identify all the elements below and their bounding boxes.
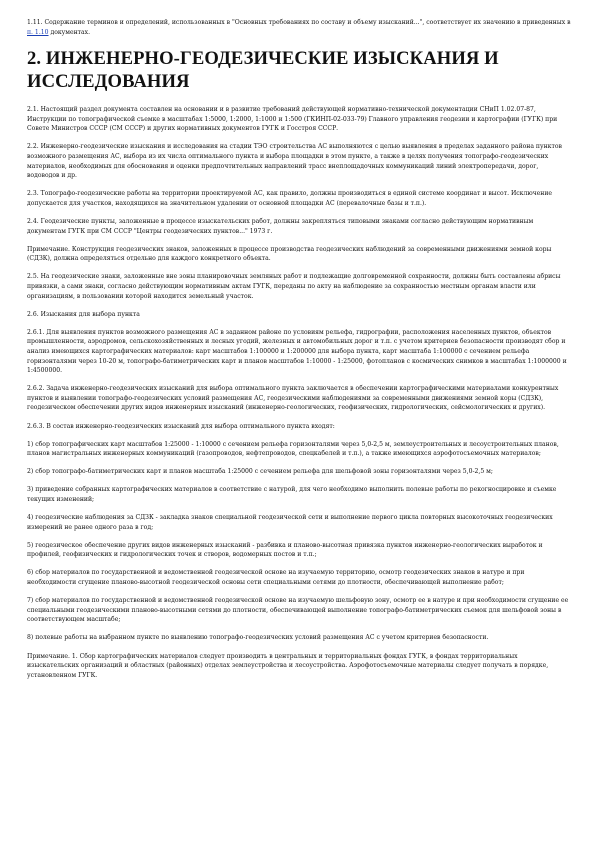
paragraph-2-2: 2.2. Инженерно-геодезические изыскания и исследования на стадии ТЭО строительства АС выполняются с целью выявления в пределах заданного района пунктов возможного размещения АС, выбора из их числа оптимального пункта и выбора площадки в этом пункте, а также в целях получения топографо-геодезических материалов, необходимых для обоснования и оценки предпочтительных направлений трасс внеплощадочных коммуникаций линий электропередачи, дорог, водоводов и др. <box>27 143 562 180</box>
list-item-2: 2) сбор топографо-батиметрических карт и планов масштаба 1:25000 с сечением рельефа для шельфовой зоны горизонталями через 5,0-2,5 м; <box>27 468 493 476</box>
paragraph-2-6-1: 2.6.1. Для выявления пунктов возможного размещения АС в заданном районе по условиям рельефа, гидрографии, расположения населенных пунктов, объектов промышленности, аэродромов, сельскохозяйственных и лесных угодий, железных и автомобильных дорог и т.п. с учетом критериев безопасности производят сбор и анализ имеющихся картографических материалов: карт масштабов 1:100000 и 1:200000 для выбора пункта, карт масштаба 1:100000 с сечением рельефа горизонталями через 10-20 м, топографо-батиметрических карт и планов масштабов 1:10000 - 1:25000, фотопланов с космических снимков в масштабах 1:1000000 и 1:4500000. <box>27 328 567 375</box>
list-item-7: 7) сбор материалов по государственной и ведомственной геодезической основе на изучаемую шельфовую зону, осмотр ее в натуре и при необходимости сгущение ее специальными геодезическими планово-высотными сетями до плотности, обеспечивающей выполнение топографо-батиметрических съемок для шельфовой зоны в соответствующем масштабе; <box>27 597 569 624</box>
paragraph-2-1: 2.1. Настоящий раздел документа составлен на основании и в развитие требований действующей нормативно-технической документации СНиП 1.02.07-87, Инструкции по топографической съемке в масштабах 1:5000, 1:2000, 1:1000 и 1:500 (ГКИНП-02-033-79) Главного управления геодезии и картографии (ГУГК) при Совете Министров СССР (СМ СССР) и других нормативных документов ГУГК и Госстроя СССР. <box>27 106 558 133</box>
clause-link[interactable]: п. 1.10 <box>27 28 49 36</box>
paragraph-2-6-3: 2.6.3. В состав инженерно-геодезических изысканий для выбора оптимального пункта входят: <box>27 422 335 430</box>
list-item-4: 4) геодезические наблюдения за СДЗК - закладка знаков специальной геодезической сети и выполнение первого цикла повторных высокоточных геодезических измерений не ранее одного раза в год; <box>27 514 553 531</box>
list-item-6: 6) сбор материалов по государственной и ведомственной геодезической основе на изучаемую территорию, осмотр геодезических знаков в натуре и при необходимости сгущение планово-высотной геодезической основы сети специальными сетями до плотности, обеспечивающей выполнение работ; <box>27 569 525 587</box>
list-item-8: 8) полевые работы на выбранном пункте по выявлению топографо-геодезических условий размещения АС с учетом критериев безопасности. <box>27 634 489 642</box>
intro-paragraph <box>27 18 571 37</box>
paragraph-2-4: 2.4. Геодезические пункты, заложенные в процессе изыскательских работ, должны закрепляться типовыми знаками согласно действующим нормативным документам ГУГК при СМ СССР "Центры геодезических пунктов..." 1973 г. <box>27 218 534 235</box>
paragraph-2-6-2: 2.6.2. Задача инженерно-геодезических изысканий для выбора оптимального пункта заключается в обеспечении картографическими материалами конкурентных пунктов и выявлении топографо-геодезических условий размещения АС, геодезическими наблюдениями за современными движениями земной коры (СДЗК), геодезическом обеспечении других видов инженерных изысканий (инженерно-геологических, геофизических, гидрологических, сейсмологических и других). <box>27 385 559 412</box>
intro-text: 1.11. Содержание терминов и определений, использованных в "Основных требованиях по составу и объему изысканий...", соответствует их значению в приведенных в <box>27 19 571 26</box>
list-item-1: 1) сбор топографических карт масштабов 1:25000 - 1:10000 с сечением рельефа горизонталями через 5,0-2,5 м, землеустроительных и лесоустроительных планов, планов магистральных инженерных коммуникаций (газопроводов, нефтепроводов, спецкабелей и т.п.), а также имеющихся аэрофотосъемочных материалов; <box>27 440 559 458</box>
paragraph-2-3: 2.3. Топографо-геодезические работы на территории проектируемой АС, как правило, должны производиться в единой системе координат и высот. Исключение допускается для участков, находящихся на значительном удалении от основной площадки АС (перевалочные базы и т.п.). <box>27 190 553 207</box>
note-paragraph: Примечание. Конструкция геодезических знаков, заложенных в процессе производства геодезических наблюдений за современными движениями земной коры (СДЗК), должна определяться отдельно для каждого конкретного объекта. <box>27 245 552 263</box>
paragraph-2-5: 2.5. На геодезические знаки, заложенные вне зоны планировочных земляных работ и подлежащие долговременной сохранности, должны быть составлены абрисы привязки, а сами знаки, согласно действующим нормативным актам ГУГК, переданы по акту на наблюдение за сохранностью местным органам власти или организациям, в пользовании которой находится земельный участок. <box>27 273 561 300</box>
intro-text-end: документах. <box>48 28 91 36</box>
note-paragraph-final: Примечание. 1. Сбор картографических материалов следует производить в центральных и территориальных фондах ГУГК, в фондах территориальных изыскательских организаций и областных (районных) отделах землеустройства и лесоустройства. Аэрофотосъемочные материалы следует получать в порядке, установленном ГУГК. <box>27 652 549 679</box>
section-title: 2. ИНЖЕНЕРНО-ГЕОДЕЗИЧЕСКИЕ ИЗЫСКАНИЯ И ИССЛЕДОВАНИЯ <box>27 48 499 93</box>
subsection-title: 2.6. Изыскания для выбора пункта <box>27 310 140 318</box>
document-page <box>27 18 571 680</box>
list-item-5: 5) геодезическое обеспечение других видов инженерных изысканий - разбивка и планово-высотная привязка пунктов инженерно-геологических выработок и профилей, геофизических и гидрологических точек и створов, водомерных постов и т.п.; <box>27 541 543 559</box>
list-item-3: 3) приведение собранных картографических материалов в соответствие с натурой, для чего необходимо выполнить полевые работы по рекогносцировке и съемке текущих изменений; <box>27 486 557 503</box>
